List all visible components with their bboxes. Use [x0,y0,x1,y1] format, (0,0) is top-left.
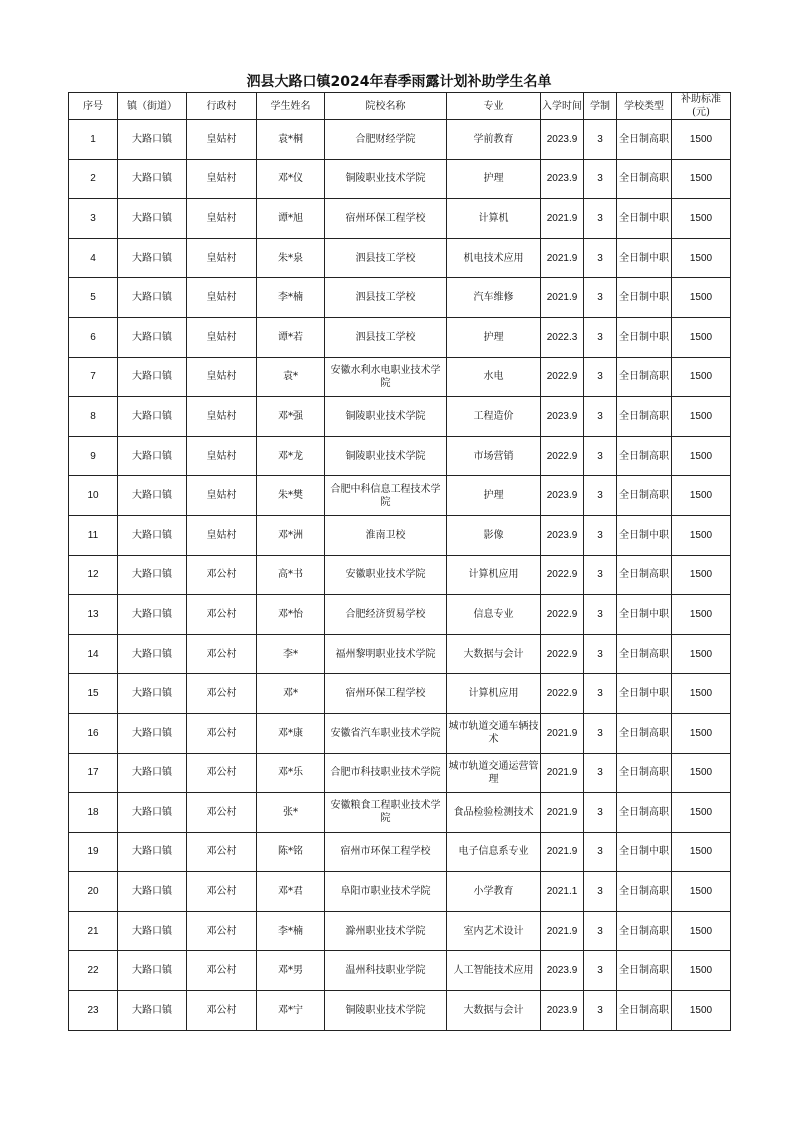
cell-school-type: 全日制高职 [617,436,672,476]
cell-subsidy: 1500 [672,595,731,635]
cell-student-name: 张* [257,793,325,833]
cell-school: 泗县技工学校 [325,238,447,278]
cell-student-name: 邓* [257,674,325,714]
cell-enroll-date: 2023.9 [541,991,584,1031]
cell-no: 8 [69,397,118,437]
cell-school: 宿州市环保工程学校 [325,832,447,872]
cell-school-type: 全日制高职 [617,476,672,516]
cell-subsidy: 1500 [672,120,731,160]
cell-years: 3 [584,713,617,753]
cell-town: 大路口镇 [118,911,187,951]
table-row [69,199,731,239]
cell-years: 3 [584,436,617,476]
cell-subsidy: 1500 [672,674,731,714]
cell-major: 护理 [447,317,541,357]
cell-village: 皇姑村 [187,317,257,357]
header-major: 专业 [447,93,541,120]
cell-major: 大数据与会计 [447,991,541,1031]
cell-town: 大路口镇 [118,199,187,239]
cell-town: 大路口镇 [118,238,187,278]
cell-village: 邓公村 [187,555,257,595]
cell-village: 邓公村 [187,832,257,872]
table-row [69,436,731,476]
cell-years: 3 [584,634,617,674]
table-row [69,595,731,635]
cell-student-name: 邓*怡 [257,595,325,635]
cell-student-name: 朱*泉 [257,238,325,278]
cell-town: 大路口镇 [118,436,187,476]
table-row [69,159,731,199]
cell-school: 滁州职业技术学院 [325,911,447,951]
cell-student-name: 邓*康 [257,713,325,753]
cell-town: 大路口镇 [118,595,187,635]
cell-village: 邓公村 [187,713,257,753]
cell-subsidy: 1500 [672,397,731,437]
header-years: 学制 [584,93,617,120]
cell-village: 邓公村 [187,595,257,635]
cell-years: 3 [584,832,617,872]
cell-student-name: 李*楠 [257,278,325,318]
cell-school-type: 全日制高职 [617,555,672,595]
document-title: 泗县大路口镇2024年春季雨露计划补助学生名单 [246,74,552,90]
cell-no: 21 [69,911,118,951]
table-row [69,991,731,1031]
cell-major: 机电技术应用 [447,238,541,278]
cell-no: 14 [69,634,118,674]
cell-village: 皇姑村 [187,357,257,397]
cell-years: 3 [584,555,617,595]
cell-village: 皇姑村 [187,120,257,160]
cell-no: 19 [69,832,118,872]
cell-years: 3 [584,793,617,833]
cell-school-type: 全日制中职 [617,674,672,714]
cell-major: 影像 [447,515,541,555]
cell-village: 皇姑村 [187,278,257,318]
cell-major: 计算机 [447,199,541,239]
cell-school-type: 全日制中职 [617,515,672,555]
cell-town: 大路口镇 [118,674,187,714]
cell-no: 4 [69,238,118,278]
cell-enroll-date: 2021.9 [541,832,584,872]
cell-years: 3 [584,911,617,951]
cell-enroll-date: 2023.9 [541,159,584,199]
cell-village: 皇姑村 [187,199,257,239]
cell-enroll-date: 2023.9 [541,120,584,160]
cell-school-type: 全日制高职 [617,159,672,199]
cell-enroll-date: 2023.9 [541,476,584,516]
cell-years: 3 [584,120,617,160]
cell-major: 城市轨道交通运营管理 [447,753,541,793]
cell-years: 3 [584,357,617,397]
cell-town: 大路口镇 [118,159,187,199]
cell-student-name: 袁*桐 [257,120,325,160]
table-row [69,832,731,872]
cell-enroll-date: 2022.9 [541,595,584,635]
cell-town: 大路口镇 [118,634,187,674]
cell-student-name: 邓*乐 [257,753,325,793]
cell-major: 室内艺术设计 [447,911,541,951]
cell-town: 大路口镇 [118,713,187,753]
cell-enroll-date: 2022.9 [541,674,584,714]
cell-major: 护理 [447,159,541,199]
cell-subsidy: 1500 [672,911,731,951]
cell-subsidy: 1500 [672,515,731,555]
table-row [69,120,731,160]
table-row [69,317,731,357]
cell-town: 大路口镇 [118,278,187,318]
cell-town: 大路口镇 [118,872,187,912]
cell-no: 18 [69,793,118,833]
cell-town: 大路口镇 [118,120,187,160]
header-no: 序号 [69,93,118,120]
cell-school: 宿州环保工程学校 [325,199,447,239]
cell-subsidy: 1500 [672,159,731,199]
cell-school-type: 全日制中职 [617,595,672,635]
cell-enroll-date: 2021.9 [541,199,584,239]
cell-town: 大路口镇 [118,515,187,555]
header-school-type: 学校类型 [617,93,672,120]
cell-village: 邓公村 [187,753,257,793]
cell-school: 阜阳市职业技术学院 [325,872,447,912]
cell-major: 汽车维修 [447,278,541,318]
cell-village: 皇姑村 [187,436,257,476]
cell-subsidy: 1500 [672,793,731,833]
table-row [69,872,731,912]
cell-major: 水电 [447,357,541,397]
cell-subsidy: 1500 [672,713,731,753]
header-village: 行政村 [187,93,257,120]
cell-major: 市场营销 [447,436,541,476]
table-body [69,120,731,1031]
cell-enroll-date: 2022.9 [541,436,584,476]
cell-major: 护理 [447,476,541,516]
cell-student-name: 邓*君 [257,872,325,912]
cell-school: 合肥财经学院 [325,120,447,160]
cell-enroll-date: 2021.9 [541,793,584,833]
cell-subsidy: 1500 [672,476,731,516]
cell-village: 皇姑村 [187,238,257,278]
cell-no: 3 [69,199,118,239]
cell-major: 人工智能技术应用 [447,951,541,991]
cell-school-type: 全日制高职 [617,872,672,912]
cell-town: 大路口镇 [118,793,187,833]
cell-village: 邓公村 [187,634,257,674]
cell-school: 泗县技工学校 [325,317,447,357]
cell-no: 5 [69,278,118,318]
cell-subsidy: 1500 [672,991,731,1031]
cell-town: 大路口镇 [118,832,187,872]
cell-enroll-date: 2023.9 [541,951,584,991]
cell-school: 安徽水利水电职业技术学院 [325,357,447,397]
cell-school-type: 全日制高职 [617,991,672,1031]
table-row [69,555,731,595]
cell-student-name: 谭*若 [257,317,325,357]
cell-enroll-date: 2021.9 [541,713,584,753]
cell-enroll-date: 2021.9 [541,753,584,793]
table-row [69,753,731,793]
cell-major: 电子信息系专业 [447,832,541,872]
cell-town: 大路口镇 [118,357,187,397]
table-row [69,793,731,833]
cell-no: 1 [69,120,118,160]
cell-no: 12 [69,555,118,595]
cell-student-name: 谭*旭 [257,199,325,239]
cell-enroll-date: 2021.9 [541,911,584,951]
cell-years: 3 [584,753,617,793]
cell-student-name: 邓*宁 [257,991,325,1031]
cell-subsidy: 1500 [672,238,731,278]
cell-no: 9 [69,436,118,476]
cell-no: 7 [69,357,118,397]
cell-student-name: 陈*铭 [257,832,325,872]
cell-subsidy: 1500 [672,872,731,912]
subsidy-student-table [68,92,731,1031]
cell-village: 邓公村 [187,674,257,714]
table-row [69,515,731,555]
cell-no: 16 [69,713,118,753]
cell-enroll-date: 2021.9 [541,238,584,278]
cell-student-name: 李* [257,634,325,674]
cell-years: 3 [584,595,617,635]
header-town: 镇（街道） [118,93,187,120]
cell-no: 11 [69,515,118,555]
cell-no: 17 [69,753,118,793]
cell-school: 温州科技职业学院 [325,951,447,991]
cell-school-type: 全日制高职 [617,634,672,674]
table-row [69,238,731,278]
cell-subsidy: 1500 [672,436,731,476]
header-school: 院校名称 [325,93,447,120]
cell-years: 3 [584,159,617,199]
cell-student-name: 邓*龙 [257,436,325,476]
cell-enroll-date: 2021.1 [541,872,584,912]
cell-years: 3 [584,199,617,239]
cell-major: 学前教育 [447,120,541,160]
cell-enroll-date: 2021.9 [541,278,584,318]
cell-major: 计算机应用 [447,555,541,595]
cell-years: 3 [584,476,617,516]
cell-student-name: 邓*仪 [257,159,325,199]
table-row [69,397,731,437]
cell-no: 6 [69,317,118,357]
cell-enroll-date: 2022.9 [541,357,584,397]
cell-school: 安徽省汽车职业技术学院 [325,713,447,753]
cell-no: 10 [69,476,118,516]
cell-school: 安徽职业技术学院 [325,555,447,595]
cell-school-type: 全日制高职 [617,397,672,437]
cell-enroll-date: 2022.9 [541,634,584,674]
cell-school-type: 全日制高职 [617,951,672,991]
cell-major: 小学教育 [447,872,541,912]
header-student-name: 学生姓名 [257,93,325,120]
cell-town: 大路口镇 [118,951,187,991]
cell-student-name: 邓*强 [257,397,325,437]
cell-no: 22 [69,951,118,991]
cell-subsidy: 1500 [672,199,731,239]
cell-student-name: 李*楠 [257,911,325,951]
table-row [69,476,731,516]
cell-years: 3 [584,951,617,991]
cell-school-type: 全日制中职 [617,832,672,872]
cell-school-type: 全日制中职 [617,199,672,239]
cell-years: 3 [584,674,617,714]
cell-school: 合肥市科技职业技术学院 [325,753,447,793]
cell-years: 3 [584,317,617,357]
cell-no: 13 [69,595,118,635]
cell-village: 邓公村 [187,991,257,1031]
cell-school: 宿州环保工程学校 [325,674,447,714]
table-row [69,357,731,397]
cell-major: 计算机应用 [447,674,541,714]
cell-subsidy: 1500 [672,634,731,674]
cell-school-type: 全日制中职 [617,317,672,357]
cell-major: 食品检验检测技术 [447,793,541,833]
cell-major: 工程造价 [447,397,541,437]
cell-town: 大路口镇 [118,753,187,793]
cell-school-type: 全日制高职 [617,357,672,397]
cell-school-type: 全日制高职 [617,713,672,753]
cell-major: 城市轨道交通车辆技术 [447,713,541,753]
table-header-row [69,93,731,120]
cell-student-name: 邓*洲 [257,515,325,555]
cell-major: 信息专业 [447,595,541,635]
cell-village: 皇姑村 [187,397,257,437]
cell-enroll-date: 2022.9 [541,555,584,595]
cell-subsidy: 1500 [672,555,731,595]
cell-school: 福州黎明职业技术学院 [325,634,447,674]
cell-enroll-date: 2023.9 [541,397,584,437]
cell-enroll-date: 2023.9 [541,515,584,555]
cell-subsidy: 1500 [672,357,731,397]
cell-school-type: 全日制高职 [617,911,672,951]
cell-school: 安徽粮食工程职业技术学院 [325,793,447,833]
cell-town: 大路口镇 [118,476,187,516]
cell-subsidy: 1500 [672,951,731,991]
cell-town: 大路口镇 [118,397,187,437]
cell-student-name: 袁* [257,357,325,397]
cell-school: 铜陵职业技术学院 [325,397,447,437]
table-row [69,713,731,753]
header-enroll-date: 入学时间 [541,93,584,120]
cell-school: 铜陵职业技术学院 [325,991,447,1031]
cell-school-type: 全日制中职 [617,278,672,318]
cell-subsidy: 1500 [672,317,731,357]
cell-student-name: 邓*男 [257,951,325,991]
cell-school-type: 全日制高职 [617,120,672,160]
table-row [69,634,731,674]
cell-school-type: 全日制高职 [617,753,672,793]
cell-school: 泗县技工学校 [325,278,447,318]
cell-school-type: 全日制中职 [617,238,672,278]
cell-no: 20 [69,872,118,912]
cell-village: 邓公村 [187,911,257,951]
cell-years: 3 [584,991,617,1031]
cell-years: 3 [584,278,617,318]
cell-school: 合肥中科信息工程技术学院 [325,476,447,516]
table-row [69,278,731,318]
cell-no: 2 [69,159,118,199]
cell-subsidy: 1500 [672,278,731,318]
cell-subsidy: 1500 [672,832,731,872]
cell-school: 淮南卫校 [325,515,447,555]
cell-school: 铜陵职业技术学院 [325,436,447,476]
cell-village: 皇姑村 [187,159,257,199]
cell-town: 大路口镇 [118,991,187,1031]
cell-village: 邓公村 [187,872,257,912]
table-row [69,911,731,951]
cell-student-name: 高*书 [257,555,325,595]
cell-no: 15 [69,674,118,714]
cell-no: 23 [69,991,118,1031]
cell-school: 合肥经济贸易学校 [325,595,447,635]
cell-subsidy: 1500 [672,753,731,793]
cell-years: 3 [584,872,617,912]
cell-school: 铜陵职业技术学院 [325,159,447,199]
cell-enroll-date: 2022.3 [541,317,584,357]
header-subsidy: 补助标准(元) [672,93,731,120]
cell-village: 皇姑村 [187,515,257,555]
cell-student-name: 朱*樊 [257,476,325,516]
cell-village: 邓公村 [187,951,257,991]
table-row [69,674,731,714]
cell-village: 皇姑村 [187,476,257,516]
cell-major: 大数据与会计 [447,634,541,674]
table-row [69,951,731,991]
cell-town: 大路口镇 [118,317,187,357]
cell-years: 3 [584,397,617,437]
cell-village: 邓公村 [187,793,257,833]
cell-school-type: 全日制高职 [617,793,672,833]
cell-years: 3 [584,515,617,555]
cell-town: 大路口镇 [118,555,187,595]
cell-years: 3 [584,238,617,278]
